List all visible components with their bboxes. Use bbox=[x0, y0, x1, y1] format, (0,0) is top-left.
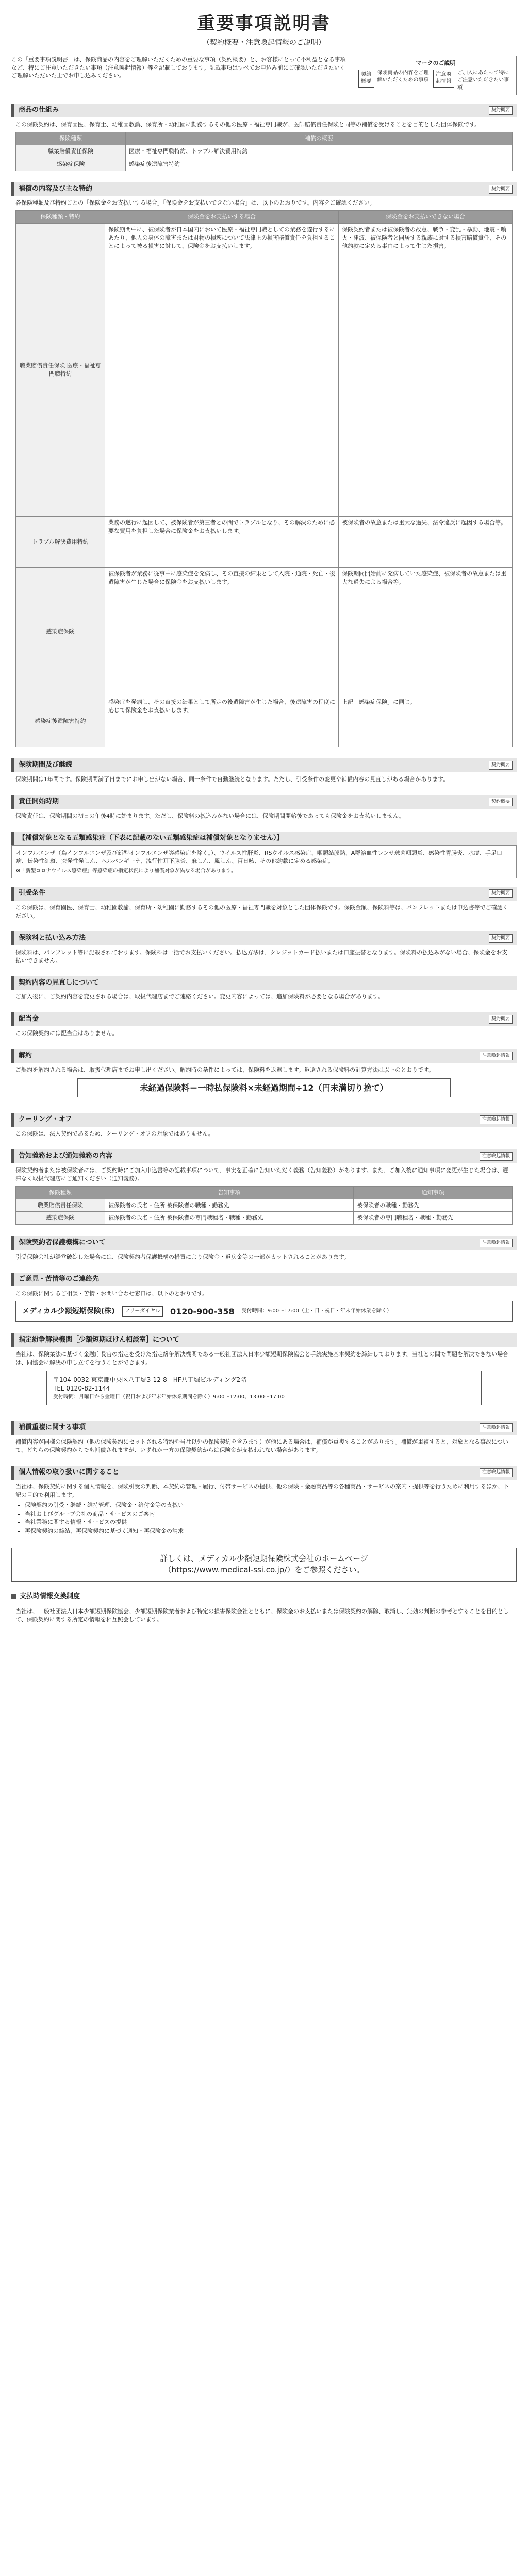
section-title: 保険契約者保護機構について bbox=[19, 1239, 106, 1247]
table-row bbox=[16, 224, 513, 517]
section-badge: 注意喚起情報 bbox=[480, 1239, 513, 1247]
section-header bbox=[11, 1012, 517, 1026]
document-title: 重要事項説明書 bbox=[197, 13, 331, 34]
section-badge: 契約概要 bbox=[489, 1015, 513, 1024]
section-badge: 注意喚起情報 bbox=[480, 1052, 513, 1060]
section-infectious-list bbox=[11, 832, 517, 878]
section-body bbox=[11, 1163, 517, 1228]
table-cell: 被保険者の氏名・住所 被保険者の職種・勤務先 bbox=[105, 1199, 354, 1212]
table-cell: 感染症保険 bbox=[16, 158, 126, 171]
table-header: 保険金をお支払いする場合 bbox=[105, 211, 339, 224]
section-text: 当社は、保険契約に関する個人情報を、保険引受の判断、本契約の管理・履行、付帯サービスの提供、他の保険・金融商品等の各種商品・サービスの案内・提供等を行うために利用するほか、下記の目的で利用します。 bbox=[15, 1483, 509, 1498]
table-row bbox=[16, 568, 513, 696]
section-body bbox=[11, 117, 517, 174]
section-review bbox=[11, 976, 517, 1005]
section-period bbox=[11, 758, 517, 787]
section-header bbox=[11, 1149, 517, 1163]
section-text: 保険期間は1年間です。保険期間満了日までにお申し出がない場合、同一条件で自動継続となります。ただし、引受条件の変更や補償内容の見直しがある場合があります。 bbox=[15, 776, 449, 783]
adr-phone[interactable]: TEL 0120-82-1144 bbox=[53, 1385, 110, 1393]
section-text: この保険は、法人契約であるため、クーリング・オフの対象ではありません。 bbox=[15, 1130, 214, 1137]
coverage-table bbox=[15, 210, 513, 747]
section-badge: 契約概要 bbox=[489, 761, 513, 770]
section-header bbox=[11, 887, 517, 901]
section-body bbox=[11, 1480, 517, 1541]
section-badge: 注意喚起情報 bbox=[480, 1468, 513, 1477]
table-header: 告知事項 bbox=[105, 1186, 354, 1199]
table-header: 保険種類 bbox=[16, 132, 126, 145]
footer-line: 詳しくは、メディカル少額短期保険株式会社のホームページ bbox=[160, 1554, 368, 1564]
section-cooling-off bbox=[11, 1113, 517, 1141]
section-text: この保険は、保育園医、保育士、幼稚園教諭、保育所・幼稚園に勤務するその他の医療・福祉専門職を対象とした団体保険です。保険金額、保険料等は、パンフレットまたは申込書等でご確認ください。 bbox=[15, 904, 508, 919]
company-name: メディカル少額短期保険(株) bbox=[22, 1307, 115, 1316]
table-cell: 被保険者の専門職種名・職種・勤務先 bbox=[354, 1212, 513, 1225]
section-header bbox=[11, 1333, 517, 1347]
section-badge: 契約概要 bbox=[489, 889, 513, 898]
section-title: 【補償対象となる五類感染症（下表に記載のない五類感染症は補償対象となりません）】 bbox=[19, 834, 284, 842]
section-title: 指定紛争解決機関［少額短期ほけん相談室］について bbox=[19, 1336, 179, 1344]
list-item: • 保険契約の引受・継続・維持管理、保険金・給付金等の支払い bbox=[25, 1501, 513, 1510]
website-link[interactable]: （https://www.medical-ssi.co.jp/）をご参照ください。 bbox=[163, 1565, 365, 1575]
section-badge: 契約概要 bbox=[489, 934, 513, 943]
section-header bbox=[11, 976, 517, 990]
section-underwriting bbox=[11, 887, 517, 923]
section-text: 保険契約者または被保険者には、ご契約時にご加入申込書等の記載事項について、事実を正確に告知いただく義務（告知義務）があります。また、ご加入後に通知事項に変更が生じた場合は、遅滞なく取扱代理店にご通知ください（通知義務）。 bbox=[15, 1166, 508, 1182]
section-title: 解約 bbox=[19, 1052, 32, 1060]
section-body bbox=[11, 845, 517, 878]
table-cell: 被保険者が業務に従事中に感染症を発病し、その直接の結果として入院・通院・死亡・後遺障害が生じた場合に保険金をお支払いします。 bbox=[105, 568, 339, 696]
section-title: 支払時情報交換制度 bbox=[20, 1592, 80, 1600]
contract-summary-desc: 保険商品の内容をご理解いただくための事項 bbox=[377, 70, 429, 83]
section-badge: 契約概要 bbox=[489, 185, 513, 194]
table-cell: 被保険者の故意または重大な過失、法令違反に起因する場合等。 bbox=[339, 517, 513, 568]
intro-text: この「重要事項説明書」は、保険商品の内容をご理解いただくための重要な事項（契約概要）と、お客様にとって不利益となる事項など、特にご注意いただきたい事項（注意喚起情報）等を記載しております。記載事項はすべてお申込み前にご確認いただきたいくご理解いただいた上でお申し込みください。 bbox=[11, 56, 346, 79]
section-text: 引受保険会社が経営破綻した場合には、保険契約者保護機構の措置により保険金・返戻金等の一部がカットされることがあります。 bbox=[15, 1253, 350, 1261]
table-cell: 保険契約者または被保険者の故意、戦争・変乱・暴動、地震・噴火・津波、被保険者と同居する親族に対する損害賠償責任、その他約款に定める事由によって生じた損害。 bbox=[339, 224, 513, 517]
section-body bbox=[11, 1347, 517, 1413]
table-cell: 保険期間中に、被保険者が日本国内において医療・福祉専門職としての業務を遂行するにあたり、他人の身体の障害または財物の損壊について法律上の損害賠償責任を負担することによって被る損害に対して、保険金をお支払いします。 bbox=[105, 224, 339, 517]
intro-block bbox=[11, 56, 517, 95]
section-header bbox=[11, 182, 517, 196]
section-title: クーリング・オフ bbox=[19, 1115, 72, 1124]
table-cell: 被保険者の職種・勤務先 bbox=[354, 1199, 513, 1212]
section-title: 個人情報の取り扱いに関すること bbox=[19, 1468, 120, 1476]
refund-formula: 未経過保険料＝一時払保険料×未経過期間÷12（円未満切り捨て） bbox=[77, 1078, 451, 1097]
section-header bbox=[11, 931, 517, 945]
section-header bbox=[11, 104, 517, 117]
phone-link[interactable]: 0120-900-358 bbox=[170, 1306, 235, 1316]
section-header bbox=[11, 1113, 517, 1127]
section-text: 当社は、一般社団法人日本少額短期保険協会、少額短期保険業者および特定の損害保険会社とともに、保険金のお支払いまたは保険契約の解除、取消し、無効の判断の参考とすることを目的として、保険契約に関する所定の情報を相互照会しています。 bbox=[15, 1607, 509, 1623]
section-title: 商品の仕組み bbox=[19, 106, 59, 114]
section-header bbox=[11, 758, 517, 772]
table-header: 通知事項 bbox=[354, 1186, 513, 1199]
section-title: 保険料と払い込み方法 bbox=[19, 934, 86, 942]
section-header bbox=[11, 1590, 517, 1604]
section-start bbox=[11, 795, 517, 823]
table-header-row bbox=[16, 211, 513, 224]
website-reference bbox=[11, 1548, 517, 1582]
section-header bbox=[11, 1466, 517, 1480]
phone-label: フリーダイヤル bbox=[122, 1306, 163, 1317]
section-badge: 注意喚起情報 bbox=[480, 1423, 513, 1432]
table-row bbox=[16, 517, 513, 568]
table-header: 保険種類 bbox=[16, 1186, 105, 1199]
table-row bbox=[16, 158, 513, 171]
list-item: • 再保険契約の締結、再保険契約に基づく通知・再保険金の請求 bbox=[25, 1527, 513, 1535]
adr-hours: 受付時間：月曜日から金曜日（祝日および年末年始休業期間を除く）9:00〜12:00、13:00〜17:00 bbox=[53, 1394, 285, 1400]
section-body bbox=[11, 196, 517, 750]
section-text: ご契約を解約される場合は、取扱代理店までお申し出ください。解約時の条件によっては、保険料を返還します。返還される保険料の計算方法は以下のとおりです。 bbox=[15, 1066, 435, 1073]
section-coverage bbox=[11, 182, 517, 751]
document-subtitle: （契約概要・注意喚起情報のご説明） bbox=[203, 39, 325, 47]
section-text: この保険契約は、保育園医、保育士、幼稚園教諭、保育所・幼稚園に勤務するその他の医療・福祉専門職が、医師賠償責任保険と同等の補償を受けることを目的とした団体保険です。 bbox=[15, 121, 481, 128]
privacy-list bbox=[25, 1501, 513, 1536]
table-row bbox=[16, 696, 513, 747]
table-header-row bbox=[16, 132, 513, 145]
adr-address: 〒104-0032 東京都中央区八丁堀3-12-8 HF八丁堀ビルディング2階 bbox=[53, 1376, 247, 1383]
section-text: この保険契約には配当金はありません。 bbox=[15, 1030, 118, 1037]
section-title: 契約内容の見直しについて bbox=[19, 978, 99, 987]
table-cell: 業務の遂行に起因して、被保険者が第三者との間でトラブルとなり、その解決のために必要な費用を負担した場合に保険金をお支払いします。 bbox=[105, 517, 339, 568]
mark-legend-row bbox=[358, 70, 513, 92]
table-row bbox=[16, 1212, 513, 1225]
section-badge: 注意喚起情報 bbox=[480, 1115, 513, 1124]
section-header bbox=[11, 1236, 517, 1250]
table-header-row bbox=[16, 1186, 513, 1199]
section-body bbox=[11, 1063, 517, 1105]
section-disclosure bbox=[11, 1149, 517, 1228]
section-contact bbox=[11, 1273, 517, 1325]
section-title: 補償の内容及び主な特約 bbox=[19, 184, 93, 193]
section-header bbox=[11, 1421, 517, 1435]
table-cell: 感染症後遺障害特約 bbox=[126, 158, 513, 171]
table-cell: 感染症保険 bbox=[16, 1212, 105, 1225]
section-header bbox=[11, 1273, 517, 1286]
section-text: ご加入後に、ご契約内容を変更される場合は、取扱代理店までご連絡ください。変更内容によっては、追加保険料が必要となる場合があります。 bbox=[15, 993, 384, 1001]
section-body bbox=[11, 1286, 517, 1325]
product-table bbox=[15, 132, 513, 171]
list-item: • 当社業務に関する情報・サービスの提供 bbox=[25, 1518, 513, 1527]
table-cell: 感染症を発病し、その直接の結果として所定の後遺障害が生じた場合、後遺障害の程度に応じて保険金をお支払いします。 bbox=[105, 696, 339, 747]
section-text: 補償内容が同様の保険契約（他の保険契約にセットされる特約や当社以外の保険契約を含みます）が他にある場合は、補償が重複することがあります。補償が重複すると、対象となる事故について、どちらの保険契約からでも補償されますが、いずれか一方の保険契約からは保険金が支払われない場合があります。 bbox=[15, 1438, 508, 1453]
mark-legend bbox=[355, 56, 517, 95]
caution-tag: 注意喚起情報 bbox=[433, 70, 454, 88]
section-premium bbox=[11, 931, 517, 968]
disclosure-table bbox=[15, 1186, 513, 1225]
table-row bbox=[16, 145, 513, 158]
document-header bbox=[11, 11, 517, 48]
document-page bbox=[11, 0, 517, 1627]
table-header: 補償の概要 bbox=[126, 132, 513, 145]
table-cell: 保険期間開始前に発病していた感染症、被保険者の故意または重大な過失による場合等。 bbox=[339, 568, 513, 696]
list-item: • 当社およびグループ会社の商品・サービスのご案内 bbox=[25, 1510, 513, 1518]
table-cell: 職業賠償責任保険 bbox=[16, 1199, 105, 1212]
section-title: 告知義務および通知義務の内容 bbox=[19, 1151, 113, 1160]
table-cell: 職業賠償責任保険 bbox=[16, 145, 126, 158]
section-info-exchange bbox=[11, 1590, 517, 1627]
table-cell: 感染症保険 bbox=[16, 568, 105, 696]
section-lead: 各保険種類及び特約ごとの「保険金をお支払いする場合」「保険金をお支払いできない場合」は、以下のとおりです。内容をご確認ください。 bbox=[15, 199, 375, 207]
table-row bbox=[16, 1199, 513, 1212]
contact-box bbox=[15, 1301, 513, 1322]
section-header bbox=[11, 832, 517, 845]
table-cell: 医療・福祉専門職特約、トラブル解決費用特約 bbox=[126, 145, 513, 158]
section-text: この保険に関するご相談・苦情・お問い合わせ窓口は、以下のとおりです。 bbox=[15, 1290, 208, 1297]
section-title: ご意見・苦情等のご連絡先 bbox=[19, 1275, 100, 1283]
adr-contact-box bbox=[46, 1371, 482, 1405]
section-privacy bbox=[11, 1466, 517, 1540]
section-overlap bbox=[11, 1421, 517, 1458]
section-title: 引受条件 bbox=[19, 889, 46, 897]
section-text: インフルエンザ（鳥インフルエンザ及び新型インフルエンザ等感染症を除く。）、ウイルス性肝炎、RSウイルス感染症、咽頭結膜熱、A群溶血性レンサ球菌咽頭炎、感染性胃腸炎、水痘、手足口病、伝染性紅斑、突発性発しん、ヘルパンギーナ、流行性耳下腺炎、麻しん、風しん、百日咳、その他約款に定める感染症。 bbox=[16, 849, 503, 865]
table-cell: トラブル解決費用特約 bbox=[16, 517, 105, 568]
section-badge: 注意喚起情報 bbox=[480, 1152, 513, 1161]
caution-desc: ご加入にあたって特にご注意いただきたい事項 bbox=[457, 70, 509, 91]
section-product-structure bbox=[11, 104, 517, 174]
contract-summary-tag: 契約概要 bbox=[358, 70, 374, 88]
section-header bbox=[11, 1049, 517, 1063]
section-badge: 契約概要 bbox=[489, 106, 513, 115]
section-header bbox=[11, 795, 517, 809]
section-badge: 契約概要 bbox=[489, 798, 513, 806]
section-title: 責任開始時期 bbox=[19, 798, 59, 806]
table-cell: 職業賠償責任保険 医療・福祉専門職特約 bbox=[16, 224, 105, 517]
table-cell: 上記「感染症保険」に同じ。 bbox=[339, 696, 513, 747]
table-header: 保険金をお支払いできない場合 bbox=[339, 211, 513, 224]
square-bullet-icon bbox=[11, 1594, 16, 1599]
section-protection bbox=[11, 1236, 517, 1264]
section-note: ※「新型コロナウイルス感染症」等感染症の指定状況により補償対象が異なる場合があります。 bbox=[16, 868, 236, 874]
section-adr bbox=[11, 1333, 517, 1413]
section-cancellation bbox=[11, 1049, 517, 1105]
section-title: 保険期間及び継続 bbox=[19, 761, 73, 769]
section-text: 保険料は、パンフレット等に記載されております。保険料は一括でお支払いください。払込方法は、クレジットカード払いまたは口座振替となります。保険料の払込みがない場合、保険金をお支払いできません。 bbox=[15, 948, 508, 964]
table-header: 保険種類・特約 bbox=[16, 211, 105, 224]
mark-legend-title: マークのご説明 bbox=[416, 59, 456, 66]
section-title: 補償重複に関する事項 bbox=[19, 1423, 86, 1432]
section-text: 当社は、保険業法に基づく金融庁長官の指定を受けた指定紛争解決機関である一般社団法人日本少額短期保険協会と手続実施基本契約を締結しております。当社との間で問題を解決できない場合は、同協会に解決の申し立てを行うことができます。 bbox=[15, 1351, 509, 1366]
section-title: 配当金 bbox=[19, 1015, 39, 1023]
table-cell: 被保険者の氏名・住所 被保険者の専門職種名・職種・勤務先 bbox=[105, 1212, 354, 1225]
table-cell: 感染症後遺障害特約 bbox=[16, 696, 105, 747]
section-text: 保険責任は、保険期間の初日の午後4時に始まります。ただし、保険料の払込みがない場合には、保険期間開始後であっても保険金をお支払いしません。 bbox=[15, 812, 405, 819]
business-hours: 受付時間：9:00〜17:00（土・日・祝日・年末年始休業を除く） bbox=[241, 1308, 392, 1314]
section-dividend bbox=[11, 1012, 517, 1041]
